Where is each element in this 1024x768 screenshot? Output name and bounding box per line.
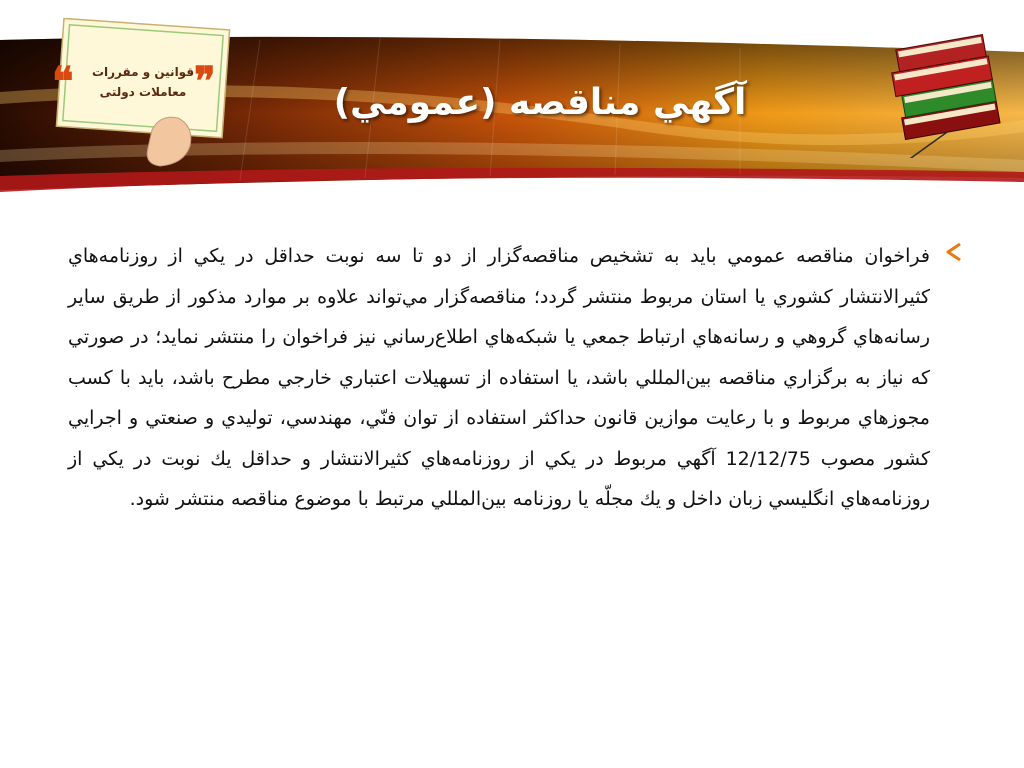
page-title: آگهي مناقصه (عمومي) — [333, 82, 747, 123]
note-line-1: قوانين و مقررات — [91, 65, 195, 79]
note-text — [88, 62, 198, 102]
body-paragraph: فراخوان مناقصه عمومي بايد به تشخيص مناقصه‌گزار از دو تا سه نوبت حداقل در يكي از روزنامه‌هاي كثيرالانتشار كشوري يا استان مربوط منتشر گردد؛ مناقصه‌گزار مي‌تواند علاوه بر موارد مذكور از طريق ساير رسانه‌هاي گروهي و رسانه‌هاي ارتباط جمعي يا شبكه‌هاي اطلاع‌رساني نيز فراخوان را منتشر نمايد؛ در صورتي كه نياز به برگزاري مناقصه بين‌المللي باشد، يا استفاده از تسهيلات اعتباري خارجي مطرح باشد، بايد با كسب مجوزهاي مربوط و با رعايت موازين قانون حداكثر استفاده از توان فنّي، مهندسي، توليدي و صنعتي و اجرايي كشور مصوب 12/12/75 آگهي مربوط در يكي از روزنامه‌هاي كثيرالانتشار و حداقل يك نوبت در يكي از روزنامه‌هاي انگليسي زبان داخل و يك مجلّه يا روزنامه بين‌المللي مرتبط با موضوع مناقصه منتشر شود. — [68, 245, 930, 510]
note-line-2: معاملات دولتى — [99, 85, 187, 99]
quote-close-icon: ❞ — [194, 58, 216, 105]
arrow-bullet-icon — [942, 240, 966, 264]
books-stack-icon — [880, 28, 1010, 158]
quote-open-icon: ❝ — [52, 58, 74, 105]
